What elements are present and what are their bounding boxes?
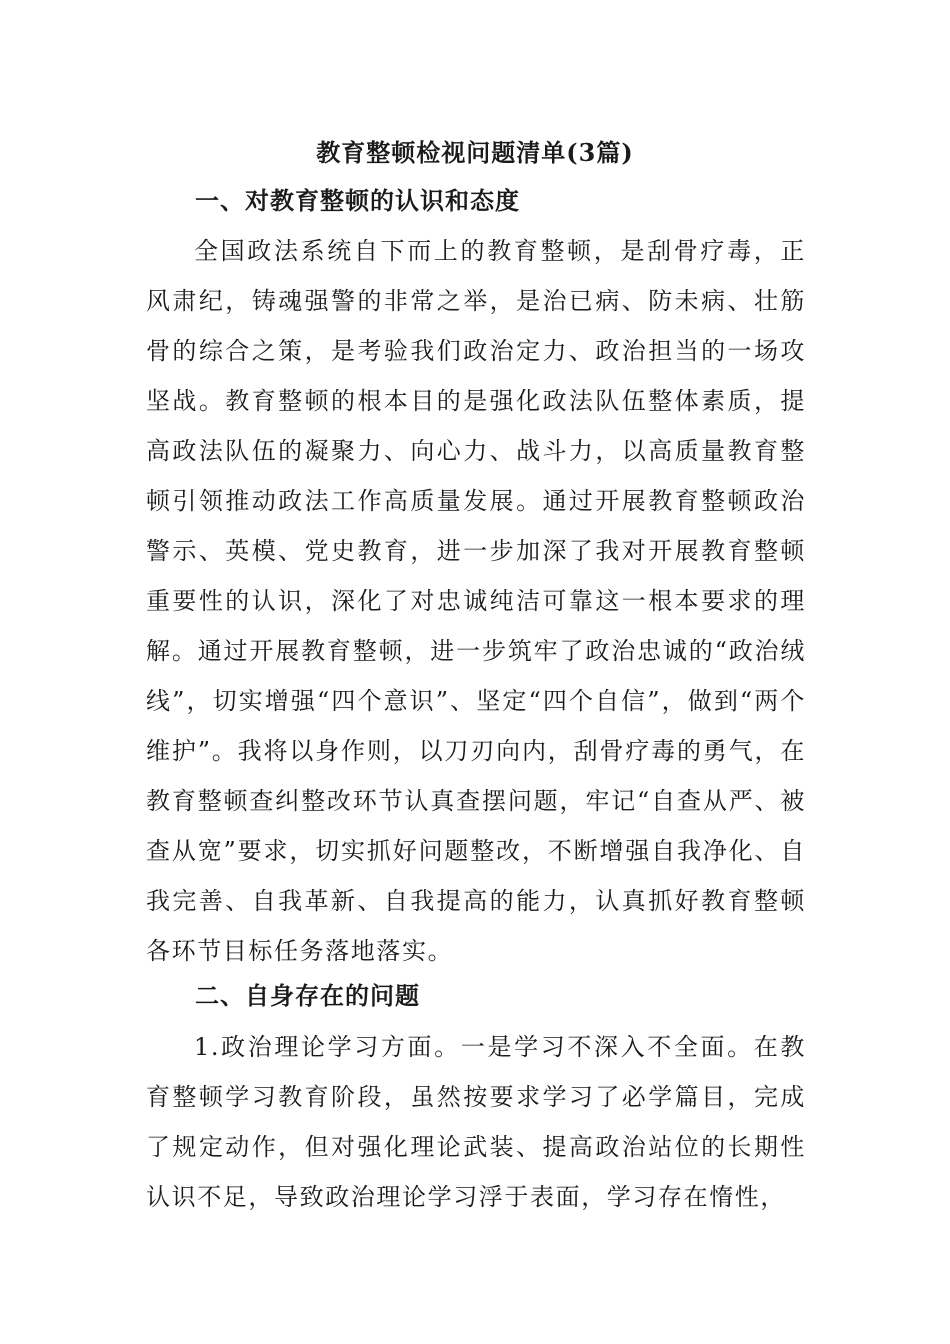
section-paragraph-problems: 1.政治理论学习方面。一是学习不深入不全面。在教育整顿学习教育阶段，虽然按要求学习了必学篇目，完成了规定动作，但对强化理论武装、提高政治站位的长期性认识不足，导致政治理论学习浮于表面，学习存在惰性， [146,1033,806,1211]
section-heading-attitude: 一、对教育整顿的认识和态度 [195,186,520,215]
section-heading-problems: 二、自身存在的问题 [195,981,420,1010]
section-paragraph-attitude: 全国政法系统自下而上的教育整顿，是刮骨疗毒，正风肃纪，铸魂强警的非常之举，是治已病、防未病、壮筋骨的综合之策，是考验我们政治定力、政治担当的一场攻坚战。教育整顿的根本目的是强化政法队伍整体素质，提高政法队伍的凝聚力、向心力、战斗力，以高质量教育整顿引领推动政法工作高质量发展。通过开展教育整顿政治警示、英模、党史教育，进一步加深了我对开展教育整顿重要性的认识，深化了对忠诚纯洁可靠这一根本要求的理解。通过开展教育整顿，进一步筑牢了政治忠诚的“政治绒线”，切实增强“四个意识”、坚定“四个自信”，做到“两个维护”。我将以身作则，以刀刃向内，刮骨疗毒的勇气，在教育整顿查纠整改环节认真查摆问题，牢记“自查从严、被查从宽”要求，切实抓好问题整改，不断增强自我净化、自我完善、自我革新、自我提高的能力，认真抓好教育整顿各环节目标任务落地落实。 [146,237,806,965]
document-title: 教育整顿检视问题清单(3篇) [316,138,634,167]
